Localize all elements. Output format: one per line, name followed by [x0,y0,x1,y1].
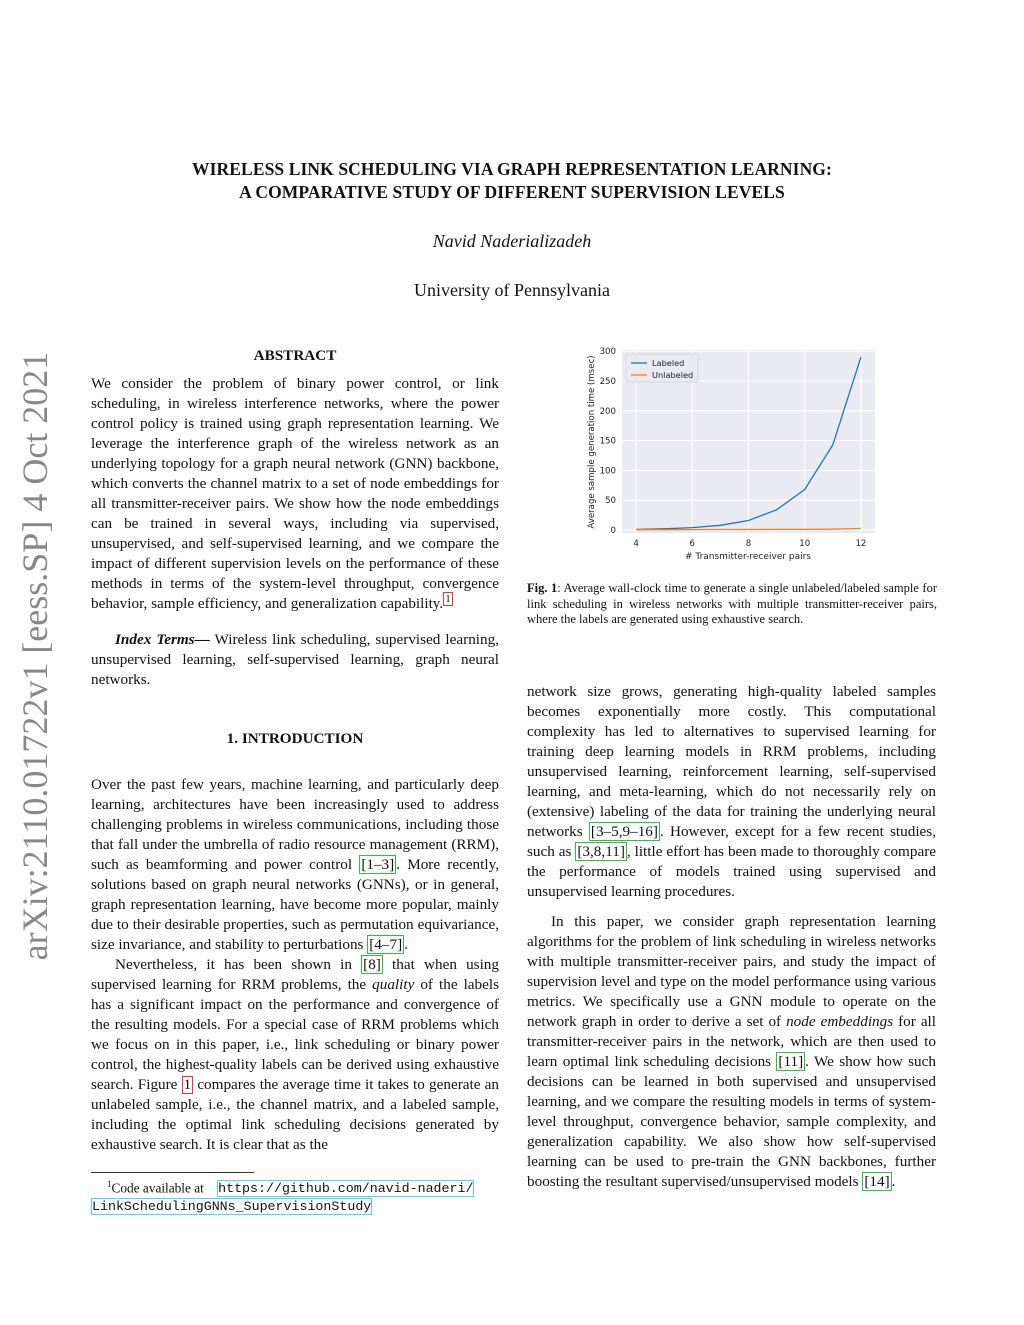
right-column [527,682,936,1192]
citation-link[interactable]: [8] [363,956,381,973]
line-chart [578,338,888,570]
y-tick-label: 250 [599,376,616,387]
x-tick-label: 12 [855,539,867,549]
x-tick-label: 8 [745,539,752,549]
footnote-link[interactable]: 1 [445,592,451,605]
abstract-section [91,346,499,690]
intro-paragraph-1: Over the past few years, machine learning, and particularly deep learning, architectures have been increasingly used to address challenging problems in wireless communications, including those that fall under the umbrella of radio resource management (RRM), such as beamforming and power control [1–3] . More recently, solutions based on graph neural networks (GNNs), or in general, graph representation learning, have become more popular, mainly due to their desirable properties, such as permutation equivariance, size invariance, and stability to perturbations [4–7] . [91,776,499,953]
citation-link[interactable]: [14] [864,1173,890,1190]
abstract-heading: ABSTRACT [253,347,337,364]
citation-link[interactable]: [1–3] [361,856,395,873]
introduction-section [91,729,499,1155]
legend-label: Labeled [652,358,685,368]
title-line-2: A COMPARATIVE STUDY OF DIFFERENT SUPERVISION LEVELS [239,182,785,202]
x-axis-label: # Transmitter-receiver pairs [685,552,811,562]
title-line-1: WIRELESS LINK SCHEDULING VIA GRAPH REPRESENTATION LEARNING: [192,159,832,179]
y-tick-label: 300 [599,347,616,358]
figure-1 [578,338,888,570]
figure-caption: Fig. 1: Average wall-clock time to generate a single unlabeled/labeled sample for link scheduling in wireless networks with multiple transmitter-receiver pairs, where the labels are generated using exhaustive search. [527,581,937,626]
citation-link[interactable]: [11] [778,1053,804,1070]
intro-heading: 1. INTRODUCTION [226,730,364,747]
footnote: $^1$Code available at https://github.com/navid-naderi/ LinkSchedulingGNNs_SupervisionStudy [92,1179,474,1215]
legend-label: Unlabeled [652,370,694,380]
right-paragraph-1: network size grows, generating high-quality labeled samples becomes exponentially more costly. This computational complexity has led to alternatives to supervised learning for training deep learning models in RRM problems, including unsupervised learning, reinforcement learning, self-supervised learning, and meta-learning, which do not necessarily rely on (extensive) labeling of the data for training the underlying neural networks [3–5,9–16] . However, except for a few recent studies, such as [3,8,11] , little effort has been made to thoroughly compare the performance of models trained using supervised and unsupervised learning procedures. [527,683,936,900]
citation-link[interactable]: [3–5,9–16] [590,823,658,840]
abstract-text: We consider the problem of binary power control, or link scheduling, in wireless interference networks, where the power control policy is trained using graph representation learning. We leverage the interference graph of the wireless network as an underlying topology for a graph neural network (GNN) backbone, which converts the channel matrix to a set of node embeddings for all transmitter-receiver pairs. We show how the node embeddings can be trained in several ways, including via supervised, unsupervised, and self-supervised learning, and we compare the impact of different supervision levels on the performance of these methods in terms of the system-level throughput, convergence behavior, sample efficiency, and generalization capability. $^1$ [91,375,499,612]
footnote-rule [91,1172,254,1173]
citation-link[interactable]: [3,8,11] [577,843,625,860]
author-name: Navid Naderializadeh [432,231,592,251]
x-tick-label: 4 [633,539,639,549]
y-tick-label: 100 [599,466,616,477]
x-tick-label: 10 [799,539,811,549]
arxiv-stamp: arXiv:2110.01722v1 [eess.SP] 4 Oct 2021 [15,351,55,961]
code-url-link-cont[interactable]: LinkSchedulingGNNs_SupervisionStudy [92,1199,372,1215]
index-terms: Index Terms— Wireless link scheduling, supervised learning, unsupervised learning, self-supervised learning, graph neural networks. [91,631,499,688]
right-paragraph-2: In this paper, we consider graph representation learning algorithms for the problem of link scheduling in wireless networks with multiple transmitter-receiver pairs, and study the impact of supervision level and type on the model performance using various metrics. We specifically use a GNN module to operate on the network graph in order to derive a set of node embeddings for all transmitter-receiver pairs in the network, which are then used to learn optimal link scheduling decisions [11] . We show how such decisions can be learned in both supervised and unsupervised learning, and we compare the resulting models in terms of system-level throughput, convergence behavior, sample complexity, and generalization capability. We also show how self-supervised learning can be used to pre-train the GNN backbones, further boosting the resultant supervised/unsupervised models [14] . [527,913,936,1190]
legend [626,354,698,382]
code-url-link[interactable]: https://github.com/navid-naderi/ [218,1181,474,1197]
y-tick-label: 200 [599,406,616,417]
intro-paragraph-2: Nevertheless, it has been shown in [8] that when using supervised learning for RRM problems, the quality of the labels has a significant impact on the performance and convergence of the resulting models. For a special case of RRM problems which we focus on in this paper, i.e., link scheduling or binary power control, the highest-quality labels can be derived using exhaustive search. Figure 1 compares the average time it takes to generate an unlabeled sample, i.e., the channel matrix, and a labeled sample, including the optimal link scheduling decisions generated by exhaustive search. It is clear that as the [91,956,500,1153]
figure-link[interactable]: 1 [183,1077,192,1093]
affiliation: University of Pennsylvania [414,280,610,300]
y-tick-label: 50 [605,496,616,507]
index-terms-label: Index Terms— [115,631,210,648]
y-tick-label: 0 [610,526,616,537]
y-tick-label: 150 [599,436,616,447]
citation-link[interactable]: [4–7] [369,936,403,953]
x-tick-label: 6 [689,539,696,549]
paper-title [0,158,1024,204]
y-axis-label: Average sample generation time (msec) [587,355,597,529]
